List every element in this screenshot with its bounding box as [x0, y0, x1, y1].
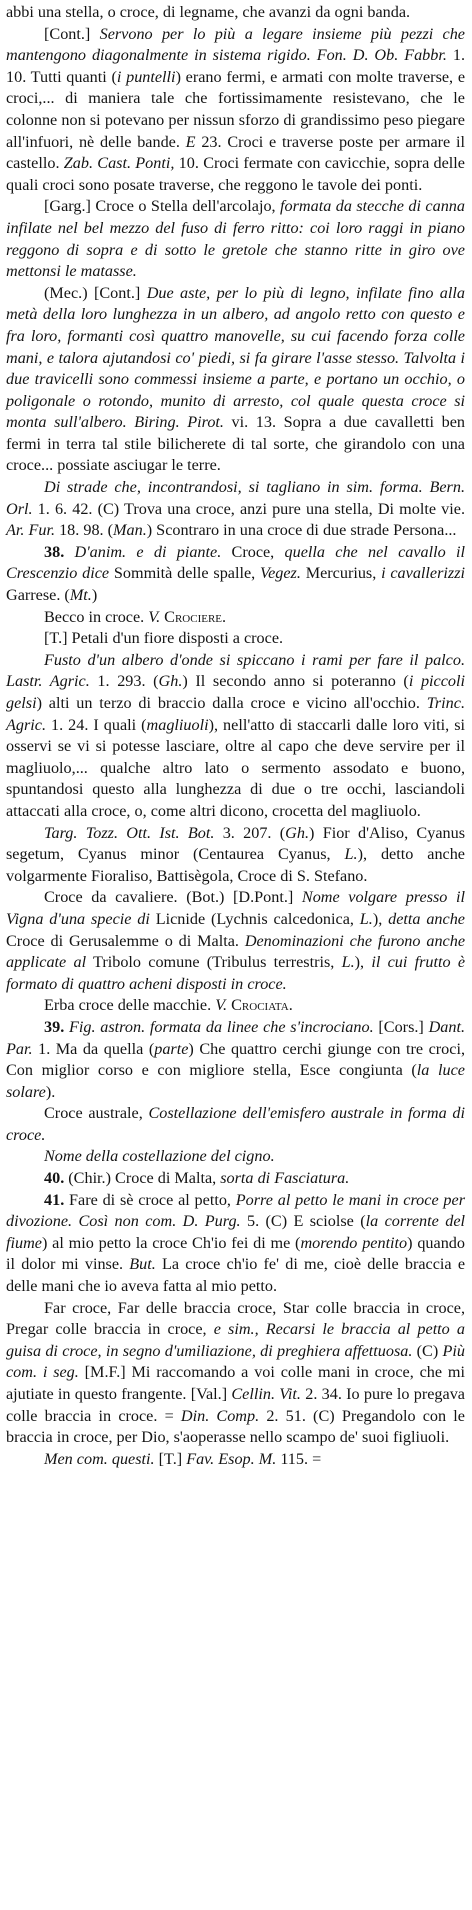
text-run: ) quando il dolor mi vinse.	[6, 1233, 465, 1274]
italic-text: Ar. Fur.	[6, 521, 56, 540]
text-run: [T.] Petali d'un fiore disposti a croce.	[44, 629, 284, 648]
italic-text: Gh.	[285, 823, 310, 842]
cross-reference: Crociere	[164, 607, 223, 626]
italic-text: E	[185, 132, 196, 151]
dictionary-paragraph	[6, 24, 465, 197]
dictionary-paragraph	[6, 1017, 465, 1103]
italic-text: Porre al petto le mani in croce per divozione. Così non com.	[6, 1190, 466, 1231]
italic-text: Due aste, per lo più di legno, infilate fino alla metà della loro lunghezza in un albero, ad angolo retto con questo e fra loro, formanti così quattro manovelle, su cui facendo forza colle mani, e talora ajutandosi co' piedi, si fa girare l'asse stesso. Talvolta i due travicelli sono commessi insieme a parte, e portano un occhio, o poligonale o rotondo, munito di arresto, col quale questa croce si monta sull'albero.	[6, 283, 465, 432]
dictionary-paragraph	[6, 1190, 465, 1298]
sense-number: 39.	[44, 1017, 69, 1036]
text-run: (Mec.) [Cont.]	[44, 283, 147, 302]
dictionary-paragraph	[6, 1298, 465, 1449]
text-run: Far croce, Far delle braccia croce, Star colle braccia in croce, Pregar colle braccia in croce,	[6, 1298, 465, 1339]
italic-text: D. Purg.	[182, 1212, 241, 1231]
text-run: ) Fior d'Aliso, Cyanus segetum, Cyanus minor (Centaurea Cyanus,	[6, 823, 465, 864]
text-run: Garrese. (	[6, 586, 70, 605]
text-run: ) alti un terzo di braccio dalla croce e vicino all'occhio.	[36, 694, 427, 712]
italic-text: V.	[215, 996, 228, 1015]
sense-number: 38.	[44, 542, 75, 561]
text-run: ) Il secondo anno si poteranno (	[182, 672, 409, 691]
text-run: .	[222, 607, 227, 626]
dictionary-paragraph	[6, 628, 465, 650]
italic-text: Lastr. Agric.	[6, 672, 90, 691]
italic-text: Man.	[113, 521, 147, 540]
italic-text: Mt.	[69, 586, 92, 605]
text-run: ) erano fermi, e armati con molte traverse, e croci,... di maniera tale che fortissimamente resistevano, che le colonne non si potevano per nissun sforzo di grandissimo peso piegare all'infuori, nè delle bande.	[6, 67, 466, 151]
italic-text: la luce solare	[6, 1061, 465, 1101]
text-run: ),	[354, 953, 372, 972]
text-run: Croce australe,	[44, 1104, 149, 1123]
italic-text: Men com. questi.	[44, 1449, 155, 1468]
dictionary-paragraph	[6, 477, 465, 542]
italic-text: Biring. Pirot.	[134, 413, 224, 432]
italic-text: Zab. Cast. Ponti,	[63, 154, 175, 173]
text-run: 10. Croci fermate con cavicchie, sopra delle quali croci sono posate traverse, che reggono le tavole dei ponti.	[6, 154, 465, 194]
italic-text: But.	[129, 1255, 156, 1274]
italic-text: Costellazione dell'emisfero australe in forma di croce.	[6, 1104, 465, 1144]
text-run: 2. 34. Io pure lo pregava colle braccia in croce. =	[6, 1385, 465, 1425]
italic-text: L.	[359, 909, 373, 928]
text-run: 23. Croci e traverse poste per armare il castello.	[6, 132, 465, 173]
dictionary-paragraph	[6, 887, 465, 995]
text-run: Erba croce delle macchie.	[44, 996, 216, 1015]
italic-text: L.	[341, 953, 355, 972]
italic-text: Servono per lo più a legare insieme più pezzi che mantengono diagonalmente in sistema rigido.	[6, 24, 465, 65]
italic-text: Fig. astron. formata da linee che s'incrociano.	[69, 1017, 374, 1036]
text-run: Sommità delle spalle,	[109, 564, 260, 583]
sense-number: 40.	[44, 1169, 69, 1188]
cross-reference: Crociata	[231, 996, 289, 1015]
text-run: [Cors.]	[373, 1017, 429, 1036]
text-run: (C)	[412, 1341, 443, 1360]
dictionary-paragraph	[6, 1449, 465, 1471]
italic-text: Di strade che, incontrandosi, si tagliano in sim. forma.	[44, 478, 423, 497]
italic-text: D'anim. e di piante.	[74, 542, 222, 561]
italic-text: Bern. Orl.	[6, 478, 465, 518]
text-run: 5. (C) E sciolse (	[240, 1212, 366, 1231]
text-run: La croce ch'io fe' di me, cioè delle braccia e delle mani che io aveva fatta al mio petto.	[6, 1255, 465, 1296]
text-run: Becco in croce.	[44, 607, 149, 626]
text-run: ) Che quattro cerchi giunge con tre croci, Con miglior corso e con migliore stella, Esce congiunta (	[6, 1039, 465, 1080]
text-run: ), detto anche volgarmente Fioraliso, Battisègola, Croce di S. Stefano.	[6, 845, 465, 885]
text-run: Croce di Gerusalemme o di Malta.	[6, 931, 245, 950]
text-run: Croce,	[221, 542, 285, 561]
dictionary-paragraph	[6, 196, 465, 282]
text-run: ) Scontraro in una croce di due strade Persona...	[146, 521, 457, 540]
italic-text: Fon. D. Ob. Fabbr.	[316, 46, 447, 65]
italic-text: Dant. Par.	[6, 1017, 465, 1058]
italic-text: parte	[154, 1039, 189, 1058]
italic-text: e sim., Recarsi le braccia al petto a guisa di croce, in segno d'umiliazione, di preghiera affettuosa.	[6, 1320, 465, 1360]
italic-text: Fav. Esop. M.	[186, 1449, 277, 1468]
italic-text: il cui frutto è formato di quattro acheni disposti in croce.	[6, 953, 466, 993]
italic-text: Fusto d'un albero d'onde si spiccano i rami per fare il palco.	[44, 650, 465, 669]
italic-text: Più com. i seg.	[6, 1341, 465, 1382]
text-run: [M.F.] Mi raccomando a voi colle mani in croce, che mi ajutiate in questo frangente. [Val.]	[6, 1363, 465, 1403]
italic-text: formata da stecche di canna infilate nel bel mezzo del fuso di ferro ritto: coi loro raggi in piano reggono di sopra e di sotto le gretole che stanno ritte in giro ove mettonsi le matasse.	[6, 197, 465, 281]
text-run: 18. 98. (	[55, 521, 114, 540]
text-run: ) al mio petto la croce Ch'io fei di me (	[41, 1233, 301, 1252]
dictionary-paragraph	[6, 1146, 465, 1168]
text-run: [T.]	[154, 1449, 187, 1468]
italic-text: i piccoli gelsi	[6, 672, 465, 712]
italic-text: Gh.	[158, 672, 183, 691]
dictionary-paragraph	[6, 995, 465, 1017]
italic-text: Nome volgare presso il Vigna d'una specie di	[6, 888, 465, 928]
text-run: Croce da cavaliere. (Bot.) [D.Pont.]	[44, 888, 302, 907]
dictionary-paragraph	[6, 542, 465, 607]
text-run: ),	[372, 909, 389, 928]
text-run: .	[288, 996, 293, 1015]
text-run: ).	[45, 1082, 56, 1101]
text-run: vi. 13. Sopra a due cavalletti ben fermi in terra tal stile bilicherete di tal sorte, che girandolo con una croce... possiate asciugar le terre.	[6, 413, 465, 475]
text-run: Licnide (Lychnis calcedonica,	[149, 909, 360, 928]
italic-text: sorta di Fasciatura.	[220, 1169, 350, 1188]
dictionary-paragraph	[6, 607, 465, 629]
text-run: 3. 207. (	[214, 823, 286, 842]
italic-text: L.	[344, 845, 358, 864]
text-run: Fare di sè croce al petto,	[69, 1190, 236, 1209]
italic-text: Vegez.	[260, 564, 301, 583]
italic-text: Denominazioni che furono anche applicate al	[6, 931, 466, 972]
text-run: (Chir.) Croce di Malta,	[68, 1169, 221, 1188]
italic-text: morendo pentito	[300, 1233, 408, 1252]
dictionary-paragraph	[6, 1168, 465, 1190]
italic-text: i cavallerizzi	[381, 564, 465, 583]
italic-text: magliuoli	[146, 715, 209, 734]
text-run: 1. 24. I quali (	[46, 715, 147, 734]
text-run: 1. 293. (	[89, 672, 159, 691]
text-run: Tribolo comune (Tribulus terrestris,	[86, 953, 342, 972]
sense-number: 41.	[44, 1190, 70, 1209]
italic-text: Nome della costellazione del cigno.	[44, 1147, 275, 1166]
text-run: ), nell'atto di staccarli dalle loro viti, si osservi se vi si potesse lasciare, oltre al capo che deve servire per il magliuolo,... qualche altro lato o sermento assodato e buono, spuntandosi questo alla lunghezza di due o tre occhi, lasciandoli attaccati alla croce, o, come altri dicono, crocetta del magliuolo.	[6, 715, 465, 820]
text-run: [Garg.] Croce o Stella dell'arcolajo,	[44, 197, 281, 216]
text-run: 1. Ma da quella (	[32, 1039, 155, 1058]
dictionary-paragraph	[6, 1103, 465, 1146]
text-run: abbi una stella, o croce, di legname, che avanzi da ogni banda.	[6, 3, 411, 21]
italic-text: quella che nel cavallo il Crescenzio dice	[6, 542, 466, 583]
text-run: Mercurius,	[300, 564, 382, 583]
text-run: )	[91, 586, 98, 605]
dictionary-paragraph	[6, 650, 465, 823]
italic-text: Cellin. Vit.	[231, 1385, 301, 1403]
dictionary-paragraph	[6, 823, 465, 888]
dictionary-paragraph	[6, 283, 465, 477]
italic-text: la corrente del fiume	[6, 1212, 465, 1252]
text-run: [Cont.]	[44, 24, 100, 43]
text-run: 115. =	[276, 1449, 322, 1468]
italic-text: Targ. Tozz. Ott. Ist. Bot.	[44, 823, 215, 842]
italic-text: i puntelli	[116, 67, 176, 86]
italic-text: Trinc. Agric.	[6, 694, 465, 734]
italic-text: detta anche	[388, 909, 465, 928]
italic-text: V.	[148, 607, 161, 626]
text-run: 1. 6. 42. (C) Trova una croce, anzi pure una stella, Di molte vie.	[32, 499, 465, 518]
text-run: 2. 51. (C) Pregandolo con le braccia in croce, per Dio, s'aoperasse nello scampo de' suoi figliuoli.	[6, 1406, 465, 1447]
text-run: 1. 10. Tutti quanti (	[6, 46, 465, 86]
italic-text: Din. Comp.	[180, 1406, 260, 1425]
dictionary-paragraph	[6, 2, 465, 24]
